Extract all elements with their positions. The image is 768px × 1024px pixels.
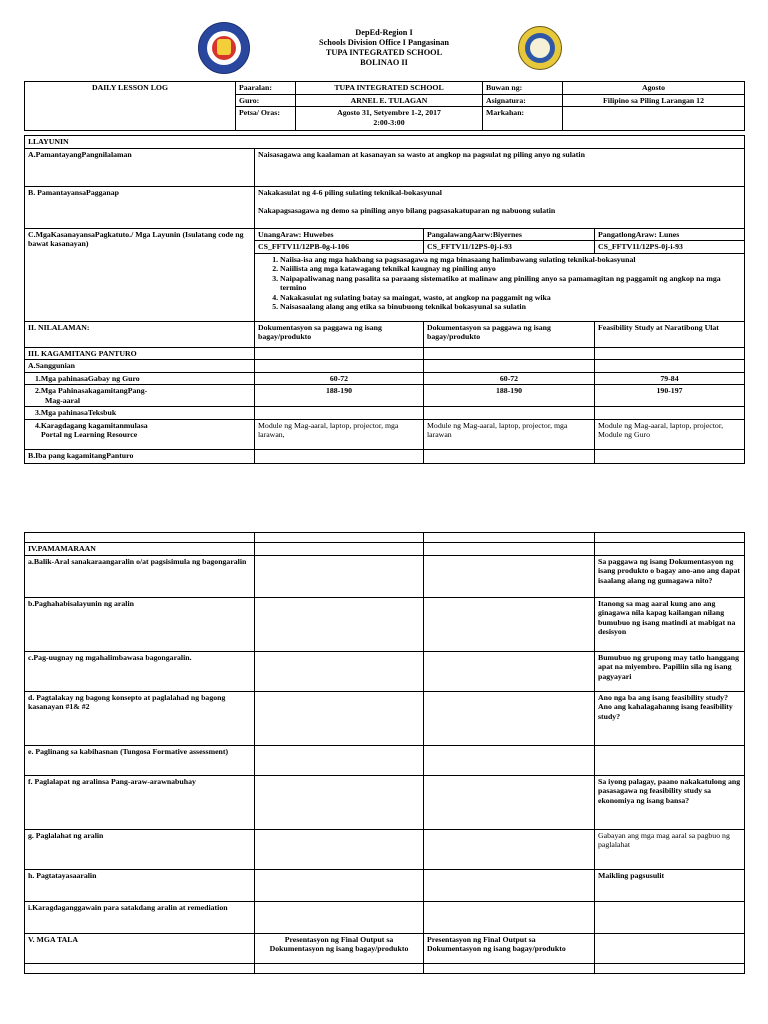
dll-title: DAILY LESSON LOG	[25, 82, 236, 131]
asignatura-value: Filipino sa Piling Larangan 12	[563, 94, 745, 107]
day-2-label: PangalawangAarw:Biyernes	[424, 228, 595, 241]
pamantayan-pagganap-label: B. PamantayansaPagganap	[25, 186, 255, 228]
karagdagan-day-3: Module ng Mag-aaral, laptop, projector, Module ng Guro	[595, 419, 745, 449]
lesson-table-part1	[24, 135, 745, 464]
tala-day-3	[595, 933, 745, 963]
petsa-time: 2:00-3:00	[373, 117, 405, 127]
day-3-label: PangatlongAraw: Lunes	[595, 228, 745, 241]
pagtataya-label: h. Pagtatayasaaralin	[25, 869, 255, 901]
markahan-label: Markahan:	[483, 107, 563, 131]
header-line-1: DepEd-Region I	[355, 28, 413, 37]
mag-day-1: 188-190	[255, 385, 424, 407]
pamamaraan-heading: IV.PAMAMARAAN	[25, 543, 255, 556]
paglinang-text	[595, 745, 745, 775]
header-line-3: TUPA INTEGRATED SCHOOL	[325, 47, 443, 57]
asignatura-label: Asignatura:	[483, 94, 563, 107]
karagdagan-day-2: Module ng Mag-aaral, laptop, projector, mga larawan	[424, 419, 595, 449]
paglalahat-label: g. Paglalahat ng aralin	[25, 829, 255, 869]
kagamitang-mag-aaral-label	[25, 385, 255, 407]
paaralan-label: Paaralan:	[236, 82, 296, 95]
paglalahat-text: Gabayan ang mga mag aaral sa pagbuo ng paglalahat	[595, 829, 745, 869]
pagtalakay-text: Ano nga ba ang isang feasibility study? Ano ang kahalagahanng isang feasibility study?	[595, 691, 745, 745]
objective-item: 1. Naiisa-isa ang mga hakbang sa pagsasagawa ng mga binasaang halimbawang sulating teknikal-bokasyunal	[280, 255, 741, 265]
iba-kagamitan-label: B.Iba pang kagamitangPanturo	[25, 449, 255, 463]
karagdagang-gawain-text	[595, 901, 745, 933]
code-day-3: CS_FFTV11/12PS-0j-i-93	[595, 241, 745, 254]
header-line-2: Schools Division Office I Pangasinan	[318, 37, 449, 47]
tala-day-1: Presentasyon ng Final Output sa Dokumentasyon ng isang bagay/produkto	[255, 933, 424, 963]
tala-day-2: Presentasyon ng Final Output sa Dokumentasyon ng isang bagay/produkto	[424, 933, 595, 963]
mag-label-line-1: 2.Mga PahinasakagamitangPang-	[35, 386, 148, 395]
objectives-list	[258, 255, 741, 312]
buwan-label: Buwan ng:	[483, 82, 563, 95]
mag-day-3: 190-197	[595, 385, 745, 407]
karagdagan-label-line-1: 4.Karagdagang kagamitanmulasa	[35, 420, 148, 430]
objective-item: 2. Naiilista ang mga katawagang teknikal kaugnay ng piniling anyo	[280, 264, 741, 274]
document-header	[0, 28, 768, 68]
pag-uugnay-text: Bumubuo ng grupong may tatlo hanggang apat na miyembro. Papiliin sila ng isang pagyayari	[595, 651, 745, 691]
mag-day-2: 188-190	[424, 385, 595, 407]
pamantayan-pagganap-text	[255, 186, 745, 228]
petsa-label: Petsa/ Oras:	[236, 107, 296, 131]
gabay-guro-label: 1.Mga pahinasaGabay ng Guro	[25, 372, 255, 385]
objective-item: 4. Nakakasulat ng sulating batay sa maingat, wasto, at angkop na paggamit ng wika	[280, 293, 741, 303]
pag-uugnay-label: c.Pag-uugnay ng mgahalimbawasa bagongaralin.	[25, 651, 255, 691]
karagdagan-day-1: Module ng Mag-aaral, laptop, projector, mga larawan,	[255, 419, 424, 449]
nilalaman-day-2: Dokumentasyon sa paggawa ng isang bagay/produkto	[424, 321, 595, 347]
gabay-day-3: 79-84	[595, 372, 745, 385]
pamantayang-pangnilalaman-text: Naisasagawa ang kaalaman at kasanayan sa wasto at angkop na pagsulat ng piling anyo ng sulatin	[255, 148, 745, 186]
paglalapat-text: Sa iyong palagay, paano nakakatulong ang pasasagawa ng feasibility study sa ekonomiya ng isang bansa?	[595, 775, 745, 829]
pagganap-line-2: Nakapagsasagawa ng demo sa piniling anyo bilang pagsasakatuparan ng nabuong sulatin	[258, 206, 556, 215]
gabay-day-2: 60-72	[424, 372, 595, 385]
code-day-2: CS_FFTV11/12PS-0j-i-93	[424, 241, 595, 254]
kasanayan-label: C.MgaKasanayansaPagkatuto./ Mga Layunin (Isulatang code ng bawat kasanayan)	[25, 228, 255, 321]
teksbuk-label: 3.Mga pahinasaTeksbuk	[25, 407, 255, 420]
pagtalakay-label: d. Pagtalakay ng bagong konsepto at paglalahad ng bagong kasanayan #1& #2	[25, 691, 255, 745]
nilalaman-day-3: Feasibility Study at Naratibong Ulat	[595, 321, 745, 347]
mag-label-line-2: Mag-aaral	[45, 395, 81, 405]
nilalaman-day-1: Dokumentasyon sa paggawa ng isang bagay/produkto	[255, 321, 424, 347]
day-1-label: UnangAraw: Huwebes	[255, 228, 424, 241]
lesson-table-part2	[24, 532, 745, 974]
paghahabi-text: Itanong sa mag aaral kung ano ang ginagawa nila kapag kailangan nilang bumubuo ng isang matindi at mabigat na desisyon	[595, 597, 745, 651]
guro-value: ARNEL E. TULAGAN	[296, 94, 483, 107]
header-line-4: BOLINAO II	[360, 57, 408, 67]
code-day-1: CS_FFTV11/12PB-0g-i-106	[255, 241, 424, 254]
markahan-value	[563, 107, 745, 131]
paglinang-label: e. Paglinang sa kabihasnan (Tungosa Formative assessment)	[25, 745, 255, 775]
balik-aral-text: Sa paggawa ng isang Dokumentasyon ng isang produkto o bagay ano-ano ang dapat isaalang alang ng gumagawa nito?	[595, 555, 745, 597]
pagganap-line-1: Nakakasulat ng 4-6 piling sulating teknikal-bokasyunal	[258, 187, 442, 197]
pamantayang-pangnilalaman-label: A.PamantayangPangnilalaman	[25, 148, 255, 186]
paaralan-value: TUPA INTEGRATED SCHOOL	[296, 82, 483, 95]
objective-item: 3. Naipapaliwanag nang pasalita sa paraang sistematiko at malinaw ang piniling anyo sa pamamagitan ng paggamit ng angkop na mga termino	[280, 274, 741, 293]
objective-item: 5. Naisasaalang alang ang etika sa binubuong teknikal bokasyunal sa sulatin	[280, 302, 741, 312]
pagtataya-text: Maikling pagsusulit	[595, 869, 745, 901]
balik-aral-label: a.Balik-Aral sanakaraangaralin o/at pagsisimula ng bagongaralin	[25, 555, 255, 597]
petsa-dates: Agosto 31, Setyembre 1-2, 2017	[337, 108, 441, 117]
gabay-day-1: 60-72	[255, 372, 424, 385]
nilalaman-label: II. NILALAMAN:	[25, 321, 255, 347]
sanggunian-label: A.Sanggunian	[25, 360, 255, 373]
buwan-value: Agosto	[563, 82, 745, 95]
mga-tala-label: V. MGA TALA	[25, 933, 255, 963]
paghahabi-label: b.Paghahabisalayunin ng aralin	[25, 597, 255, 651]
paglalapat-label: f. Paglalapat ng aralinsa Pang-araw-arawnabuhay	[25, 775, 255, 829]
karagdagang-gawain-label: i.Karagdaganggawain para satakdang aralin at remediation	[25, 901, 255, 933]
karagdagan-label	[25, 419, 255, 449]
petsa-value	[296, 107, 483, 131]
karagdagan-label-line-2: Portal ng Learning Resource	[41, 430, 138, 439]
kagamitan-heading: III. KAGAMITANG PANTURO	[25, 347, 255, 360]
layunin-heading: I.LAYUNIN	[25, 136, 745, 149]
guro-label: Guro:	[236, 94, 296, 107]
objectives-cell	[255, 253, 745, 321]
info-table	[24, 81, 745, 131]
